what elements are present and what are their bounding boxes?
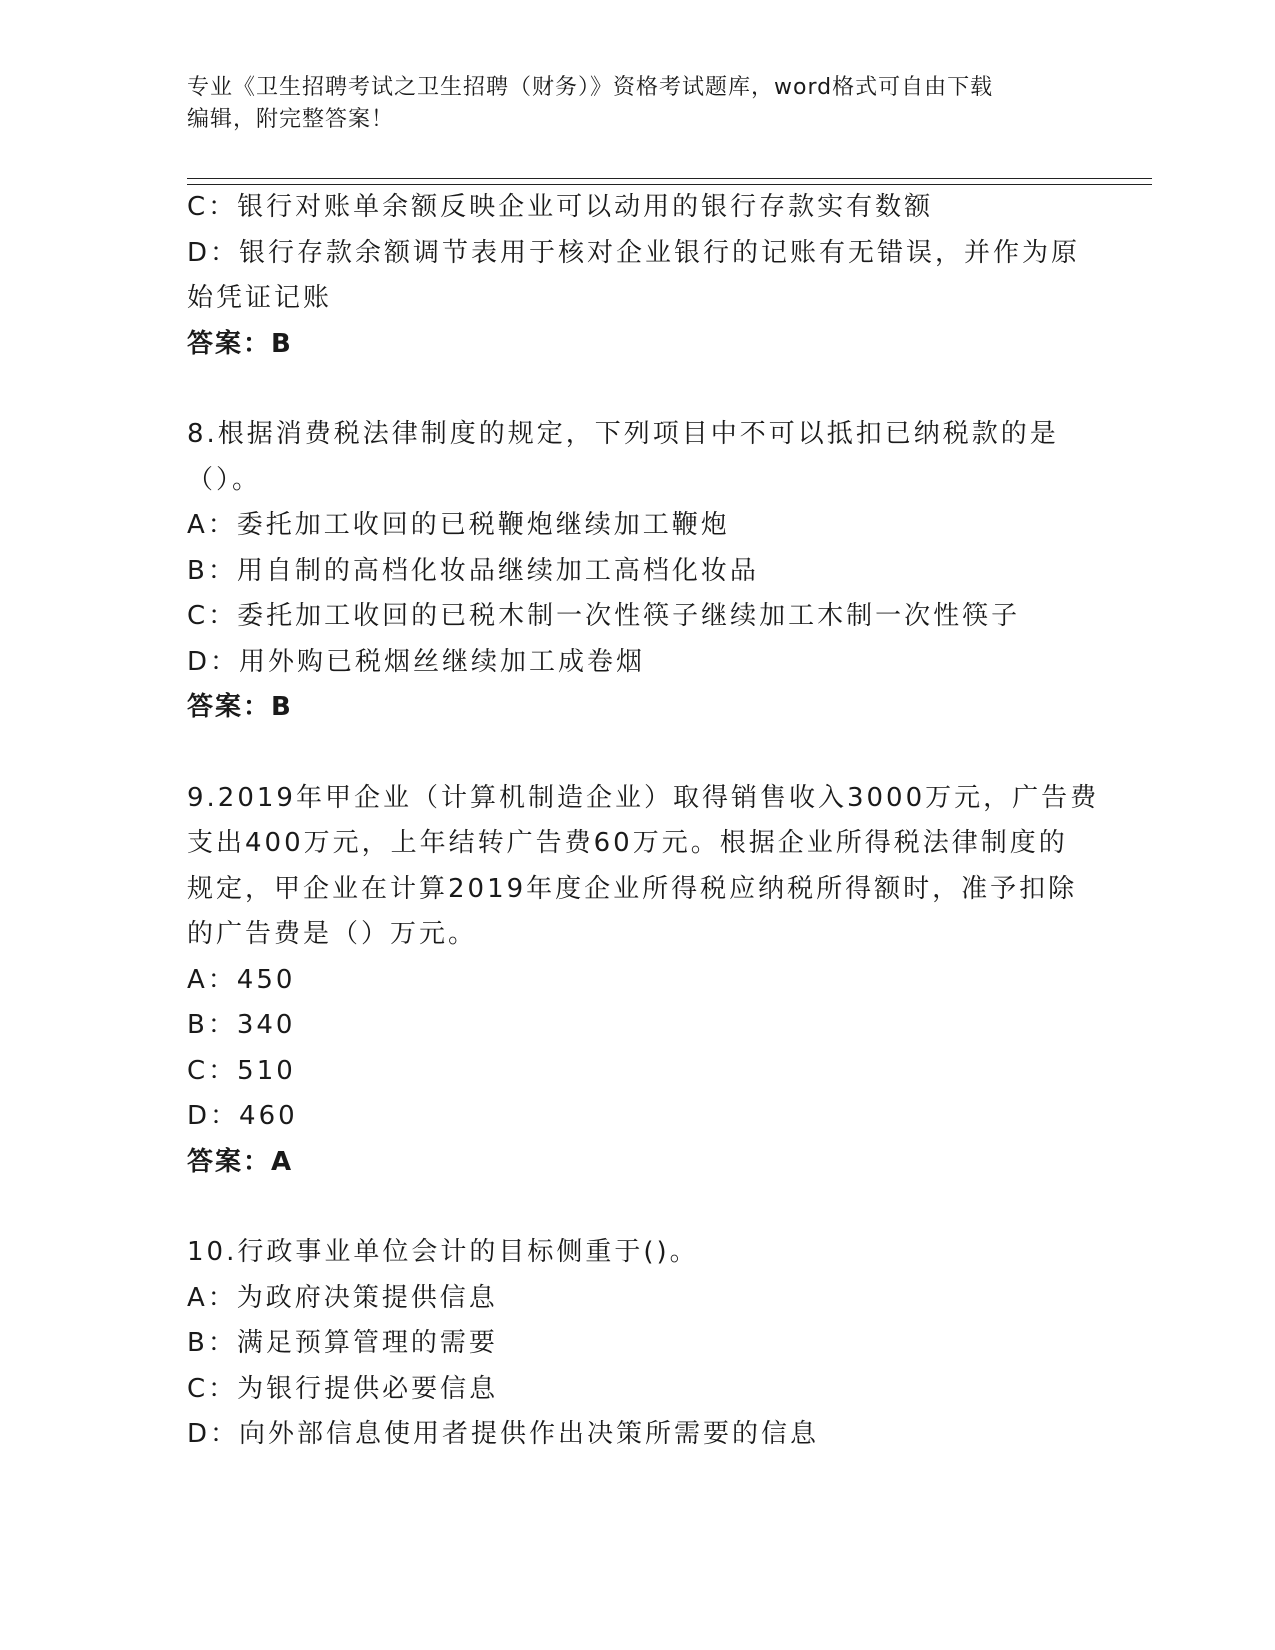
- q10-stem-line-1: 10.行政事业单位会计的目标侧重于()。: [187, 1237, 699, 1267]
- q8-option-d: D：用外购已税烟丝继续加工成卷烟: [187, 646, 646, 677]
- q9-stem-line-4: 的广告费是（）万元。: [187, 919, 478, 949]
- question-7-continued: [187, 185, 1087, 367]
- header-line-1: 专业《卫生招聘考试之卫生招聘（财务）》资格考试题库，word格式可自由下载: [187, 75, 994, 100]
- question-8: [187, 412, 1087, 731]
- q7-option-d-line-1: D：银行存款余额调节表用于核对企业银行的记账有无错误，并作为原: [187, 237, 1081, 268]
- q9-stem-line-1: 9.2019年甲企业（计算机制造企业）取得销售收入3000万元，广告费: [187, 782, 1100, 813]
- q7-answer: 答案：B: [187, 328, 293, 359]
- question-9: [187, 776, 1100, 1186]
- q10-option-d: D：向外部信息使用者提供作出决策所需要的信息: [187, 1419, 820, 1449]
- q8-stem-line-2: （）。: [187, 464, 262, 495]
- q10-option-b: B：满足预算管理的需要: [187, 1328, 498, 1358]
- q9-option-d: D：460: [187, 1101, 298, 1131]
- q8-answer: 答案：B: [187, 692, 293, 722]
- q7-option-c: C：银行对账单余额反映企业可以动用的银行存款实有数额: [187, 192, 934, 222]
- q8-option-b: B：用自制的高档化妆品继续加工高档化妆品: [187, 555, 759, 586]
- q9-option-a: A：450: [187, 964, 296, 995]
- q9-option-c: C：510: [187, 1055, 296, 1086]
- q8-stem-line-1: 8.根据消费税法律制度的规定，下列项目中不可以抵扣已纳税款的是: [187, 419, 1059, 449]
- document-header: [187, 72, 1067, 136]
- q10-option-c: C：为银行提供必要信息: [187, 1373, 499, 1404]
- q8-option-a: A：委托加工收回的已税鞭炮继续加工鞭炮: [187, 510, 730, 540]
- q9-option-b: B：340: [187, 1010, 296, 1040]
- question-10: [187, 1230, 1087, 1458]
- q10-option-a: A：为政府决策提供信息: [187, 1282, 498, 1313]
- q9-answer: 答案：A: [187, 1146, 294, 1177]
- q9-stem-line-2: 支出400万元，上年结转广告费60万元。根据企业所得税法律制度的: [187, 828, 1068, 858]
- question-content: [187, 185, 1100, 1458]
- q7-option-d-line-2: 始凭证记账: [187, 283, 333, 313]
- q9-stem-line-3: 规定，甲企业在计算2019年度企业所得税应纳税所得额时，准予扣除: [187, 873, 1078, 904]
- header-line-2: 编辑，附完整答案！: [187, 107, 395, 132]
- q8-option-c: C：委托加工收回的已税木制一次性筷子继续加工木制一次性筷子: [187, 601, 1021, 631]
- header-divider-top: [187, 178, 1152, 179]
